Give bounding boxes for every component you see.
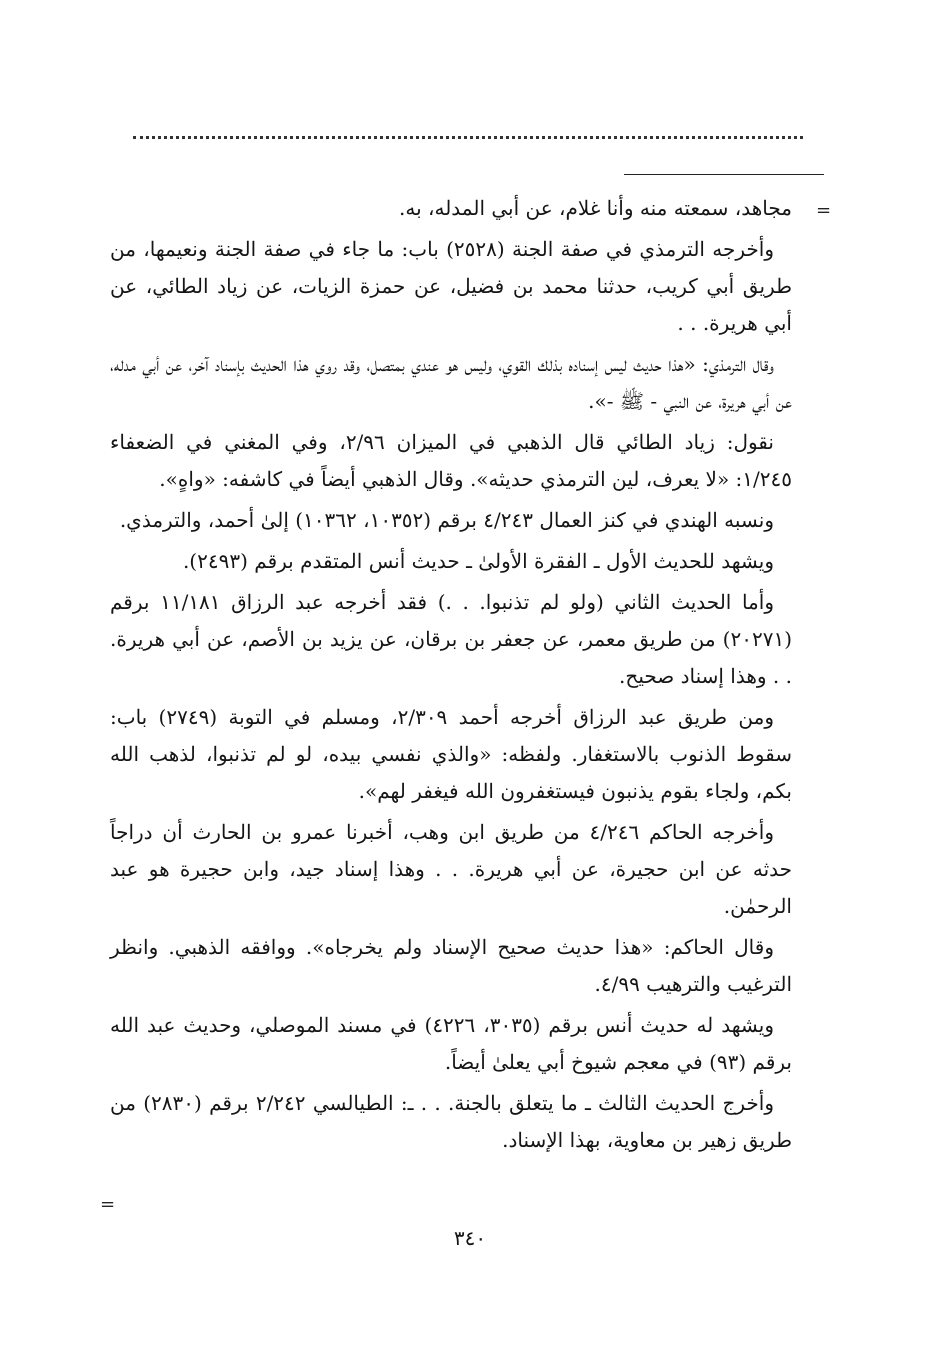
paragraph-11: ويشهد له حديث أنس برقم (٣٠٣٥، ٤٢٢٦) في مسند الموصلي، وحديث عبد الله برقم (٩٣) في معجم شيوخ أبي يعلىٰ أيضاً. [110,1013,792,1074]
continuation-mark-bottom: = [100,1194,116,1215]
paragraph-9: وأخرجه الحاكم ٤/٢٤٦ من طريق ابن وهب، أخبرنا عمرو بن الحارث أن دراجاً حدثه عن ابن حجيرة، عن أبي هريرة. . . وهذا إسناد جيد، وابن حجيرة هو عبد الرحمٰن. [110,820,792,918]
paragraph-7: وأما الحديث الثاني (ولو لم تذنبوا. . .) فقد أخرجه عبد الرزاق ١١/١٨١ برقم (٢٠٢٧١) من طريق معمر، عن جعفر بن برقان، عن يزيد بن الأصم، عن أبي هريرة. . . وهذا إسناد صحيح. [110,590,792,688]
footnote-rule [624,174,824,175]
page-number: ٣٤٠ [453,1226,487,1250]
paragraph-10: وقال الحاكم: «هذا حديث صحيح الإسناد ولم يخرجاه». ووافقه الذهبي. وانظر الترغيب والترهيب ٤/٩٩. [110,935,792,996]
dotted-separator [133,136,803,148]
paragraph-12: وأخرج الحديث الثالث ـ ما يتعلق بالجنة. . . ـ: الطيالسي ٢/٢٤٢ برقم (٢٨٣٠) من طريق زهير بن معاوية، بهذا الإسناد. [110,1091,792,1152]
paragraph-6: ويشهد للحديث الأول ـ الفقرة الأولىٰ ـ حديث أنس المتقدم برقم (٢٤٩٣). [182,549,774,573]
paragraph-8: ومن طريق عبد الرزاق أخرجه أحمد ٢/٣٠٩، ومسلم في التوبة (٢٧٤٩) باب: سقوط الذنوب بالاستغفار. ولفظه: «والذي نفسي بيده، لو لم تذنبوا، لذهب الله بكم، ولجاء بقوم يذنبون فيستغفرون الله فيغفر لهم». [110,705,792,803]
paragraph-2: وأخرجه الترمذي في صفة الجنة (٢٥٢٨) باب: ما جاء في صفة الجنة ونعيمها، من طريق أبي كريب، حدثنا محمد بن فضيل، عن حمزة الزيات، عن زياد الطائي، عن أبي هريرة. . . [110,237,792,335]
paragraph-4: نقول: زياد الطائي قال الذهبي في الميزان ٢/٩٦، وفي المغني في الضعفاء ١/٢٤٥: «لا يعرف، لين الترمذي حديثه». وقال الذهبي أيضاً في كاشفه: «واهٍ». [110,430,792,491]
footnote-body [110,190,792,1163]
paragraph-5: ونسبه الهندي في كنز العمال ٤/٢٤٣ برقم (١٠٣٥٢، ١٠٣٦٢) إلىٰ أحمد، والترمذي. [119,508,774,532]
paragraph-3: وقال الترمذي: «هذا حديث ليس إسناده بذلك القوي، وليس هو عندي بمتصل، وقد روي هذا الحديث بإسناد آخر، عن أبي مدله، عن أبي هريرة، عن النبي - ﷺ -». [110,352,792,413]
paragraph-1: مجاهد، سمعته منه وأنا غلام، عن أبي المدله، به. [399,196,792,220]
continuation-mark-top: = [816,200,832,221]
